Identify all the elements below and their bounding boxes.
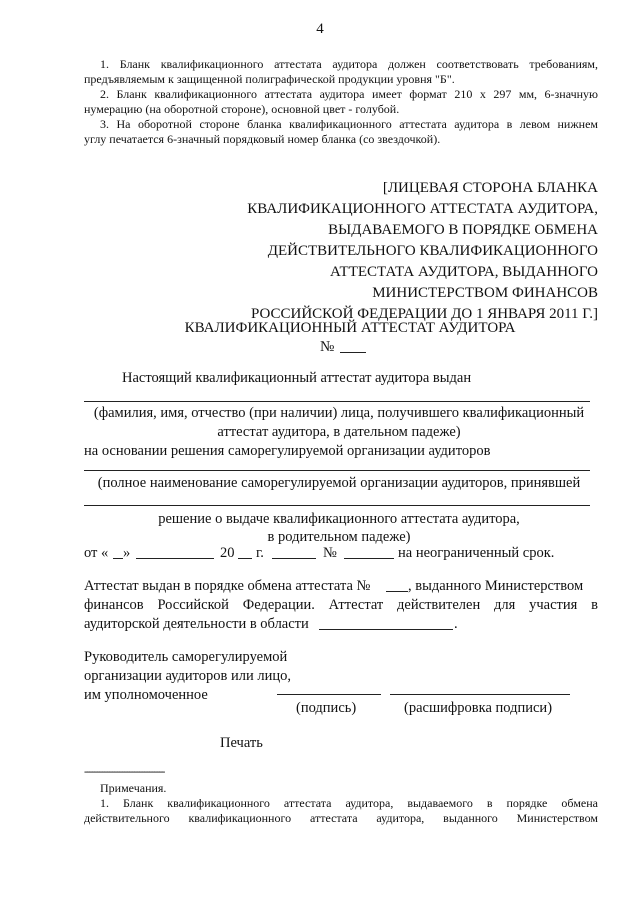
footnote-line-2: действительного квалификационного аттестата аудитора, выданного Министерством [84,811,598,825]
top-note-3-line-1: 3. На оборотной стороне бланка квалификационного аттестата аудитора в левом нижнем [100,117,598,131]
exchange-line-1a: Аттестат выдан в порядке обмена аттестата № [84,578,371,594]
certificate-number-blank [340,352,366,353]
seal-label: Печать [220,735,263,751]
signature-line [277,694,381,695]
date-year-blank [238,558,252,559]
heading-line: АТТЕСТАТА АУДИТОРА, ВЫДАННОГО [330,264,598,280]
activity-area-blank [319,629,453,630]
date-day-blank [113,558,123,559]
footnote-line-1: 1. Бланк квалификационного аттестата аудитора, выдаваемого в порядке обмена [100,796,598,810]
signature-decoding-label: (расшифровка подписи) [404,700,553,716]
name-hint-line-1: (фамилия, имя, отчество (при наличии) лица, получившего квалификационный [93,405,585,421]
certificate-number-label: № [320,339,335,355]
signature-label: (подпись) [296,700,357,716]
term-text: на неограниченный срок. [398,545,555,561]
org-hint-line-3: в родительном падеже) [267,529,411,545]
signer-line-3: им уполномоченное [84,687,208,703]
basis-text: на основании решения саморегулируемой организации аудиторов [84,443,491,459]
organization-name-line-2 [84,505,590,506]
exchange-line-3: аудиторской деятельности в области [84,616,309,632]
heading-line: КВАЛИФИКАЦИОННОГО АТТЕСТАТА АУДИТОРА, [247,201,598,217]
decision-number-label: № [323,545,337,561]
form-title: КВАЛИФИКАЦИОННЫЙ АТТЕСТАТ АУДИТОРА [184,320,516,336]
top-note-2-line-2: нумерацию (на оборотной стороне), основной цвет - голубой. [84,102,400,116]
date-month-blank [136,558,214,559]
heading-line: РОССИЙСКОЙ ФЕДЕРАЦИИ ДО 1 ЯНВАРЯ 2011 Г.] [250,306,598,322]
top-note-3-line-2: углу печатается 6-значный порядковый номер бланка (со звездочкой). [84,132,441,146]
footnote-separator: -------------------------------- [84,764,164,778]
date-year-suffix: г. [256,545,264,561]
issued-to-text: Настоящий квалификационный аттестат аудитора выдан [122,370,472,386]
organization-name-line [84,470,590,471]
exchange-end: . [454,616,458,632]
date-from-label: от « [84,545,109,561]
top-note-2-line-1: 2. Бланк квалификационного аттестата аудитора имеет формат 210 х 297 мм, 6-значную [100,87,598,101]
heading-line: ВЫДАВАЕМОГО В ПОРЯДКЕ ОБМЕНА [328,222,598,238]
heading-line: ДЕЙСТВИТЕЛЬНОГО КВАЛИФИКАЦИОННОГО [267,243,598,259]
signature-decoding-line [390,694,570,695]
decision-number-blank [344,558,394,559]
top-note-1-line-2: предъявляемым к защищенной полиграфической продукции уровня "Б". [84,72,455,86]
heading-line: МИНИСТЕРСТВОМ ФИНАНСОВ [372,285,598,301]
org-hint-line-2: решение о выдаче квалификационного аттестата аудитора, [158,511,520,527]
old-certificate-number-blank [386,591,408,592]
heading-line: [ЛИЦЕВАЯ СТОРОНА БЛАНКА [382,180,598,196]
face-side-heading [180,178,598,325]
recipient-name-line [84,401,590,402]
exchange-line-1b: , выданного Министерством [408,578,584,594]
date-year-prefix: 20 [220,545,235,561]
org-hint-line-1: (полное наименование саморегулируемой организации аудиторов, принявшей [97,475,581,491]
signer-line-1: Руководитель саморегулируемой [84,649,288,665]
page-number: 4 [316,21,324,37]
decision-date-blank [272,558,316,559]
footnote-title: Примечания. [100,781,167,795]
top-note-1-line-1: 1. Бланк квалификационного аттестата аудитора должен соответствовать требованиям, [100,57,598,71]
signer-line-2: организации аудиторов или лицо, [84,668,292,684]
date-quote-close: » [123,545,131,561]
name-hint-line-2: аттестат аудитора, в дательном падеже) [217,424,461,440]
exchange-line-2: финансов Российской Федерации. Аттестат действителен для участия в [84,597,598,613]
